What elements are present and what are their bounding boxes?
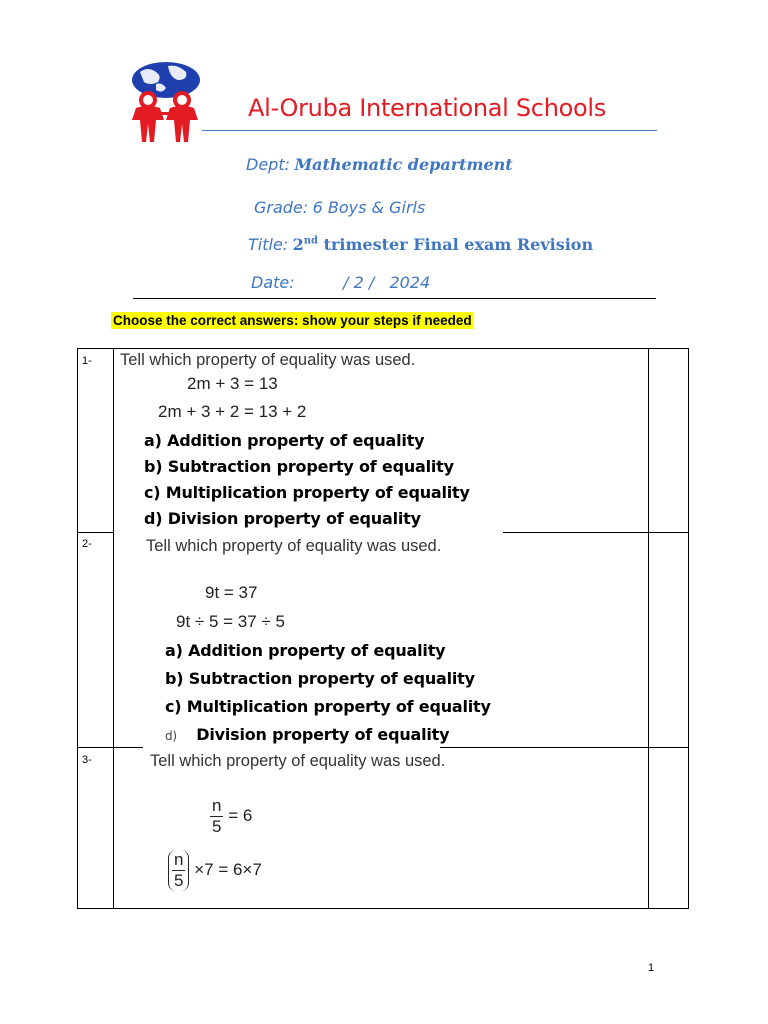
option-a[interactable]: a) Addition property of equality xyxy=(165,641,446,660)
option-c[interactable]: c) Multiplication property of equality xyxy=(165,697,491,716)
question-prompt: Tell which property of equality was used. xyxy=(146,537,442,555)
equation: 9t = 37 xyxy=(205,583,258,602)
instruction-text: Choose the correct answers: show your steps if needed xyxy=(113,313,472,328)
equation: 2m + 3 = 13 xyxy=(187,374,278,393)
question-number: 2- xyxy=(82,538,92,550)
fraction-denominator: 5 xyxy=(174,871,184,890)
school-logo xyxy=(126,60,202,146)
title-label: Title: xyxy=(248,235,289,254)
table-divider-2-right xyxy=(440,747,689,748)
dept-value: Mathematic department xyxy=(294,155,513,174)
title-value-rest: trimester Final exam Revision xyxy=(318,235,594,254)
dept-label: Dept: xyxy=(246,155,290,174)
equation-fraction-multiplied xyxy=(168,850,262,891)
option-c[interactable]: c) Multiplication property of equality xyxy=(144,483,470,502)
question-prompt: Tell which property of equality was used. xyxy=(150,752,446,770)
title-value-prefix: 2 xyxy=(292,235,304,254)
equation-fraction xyxy=(210,796,252,837)
title-line xyxy=(248,235,593,255)
header-rule xyxy=(202,130,657,131)
table-divider-1-left xyxy=(77,532,113,533)
table-col-divider xyxy=(113,348,114,908)
option-b[interactable]: b) Subtraction property of equality xyxy=(144,457,454,476)
table-divider-2-left xyxy=(77,747,143,748)
equation-rhs: = 6×7 xyxy=(218,859,262,879)
question-prompt: Tell which property of equality was used. xyxy=(120,351,416,369)
date-rule xyxy=(133,298,656,299)
fraction xyxy=(210,796,223,837)
table-divider-1-right xyxy=(503,532,689,533)
fraction xyxy=(172,850,185,891)
school-name: Al-Oruba International Schools xyxy=(248,94,606,122)
option-a[interactable]: a) Addition property of equality xyxy=(144,431,425,450)
dept-line xyxy=(246,155,513,175)
date-label: Date: xyxy=(251,273,295,292)
table-col-answer xyxy=(648,348,649,908)
date-line xyxy=(251,273,430,293)
title-value-sup: nd xyxy=(303,235,319,247)
option-d-letter: d) xyxy=(165,729,177,743)
page-number: 1 xyxy=(648,962,655,974)
question-number: 1- xyxy=(82,355,92,367)
grade-value: 6 Boys & Girls xyxy=(312,198,426,217)
equation: 2m + 3 + 2 = 13 + 2 xyxy=(158,402,307,421)
table-border-left xyxy=(77,348,78,908)
option-d[interactable]: d) Division property of equality xyxy=(144,509,421,528)
question-number: 3- xyxy=(82,754,92,766)
parenthesized-fraction xyxy=(168,850,189,891)
fraction-numerator: n xyxy=(212,796,222,815)
date-value: / 2 / 2024 xyxy=(343,273,431,292)
equation: 9t ÷ 5 = 37 ÷ 5 xyxy=(176,612,285,631)
equation-rhs: = 6 xyxy=(228,805,253,825)
grade-label: Grade: xyxy=(254,198,309,217)
equation-multiplier: ×7 xyxy=(194,859,214,879)
option-d-text: Division property of equality xyxy=(196,725,450,744)
option-d[interactable] xyxy=(165,725,449,744)
table-border-top xyxy=(77,348,689,349)
option-b[interactable]: b) Subtraction property of equality xyxy=(165,669,475,688)
table-border-right xyxy=(688,348,689,908)
grade-line xyxy=(254,198,425,218)
title-value xyxy=(293,235,593,254)
fraction-numerator: n xyxy=(174,850,184,869)
fraction-denominator: 5 xyxy=(212,817,222,836)
table-border-bottom xyxy=(77,908,689,909)
